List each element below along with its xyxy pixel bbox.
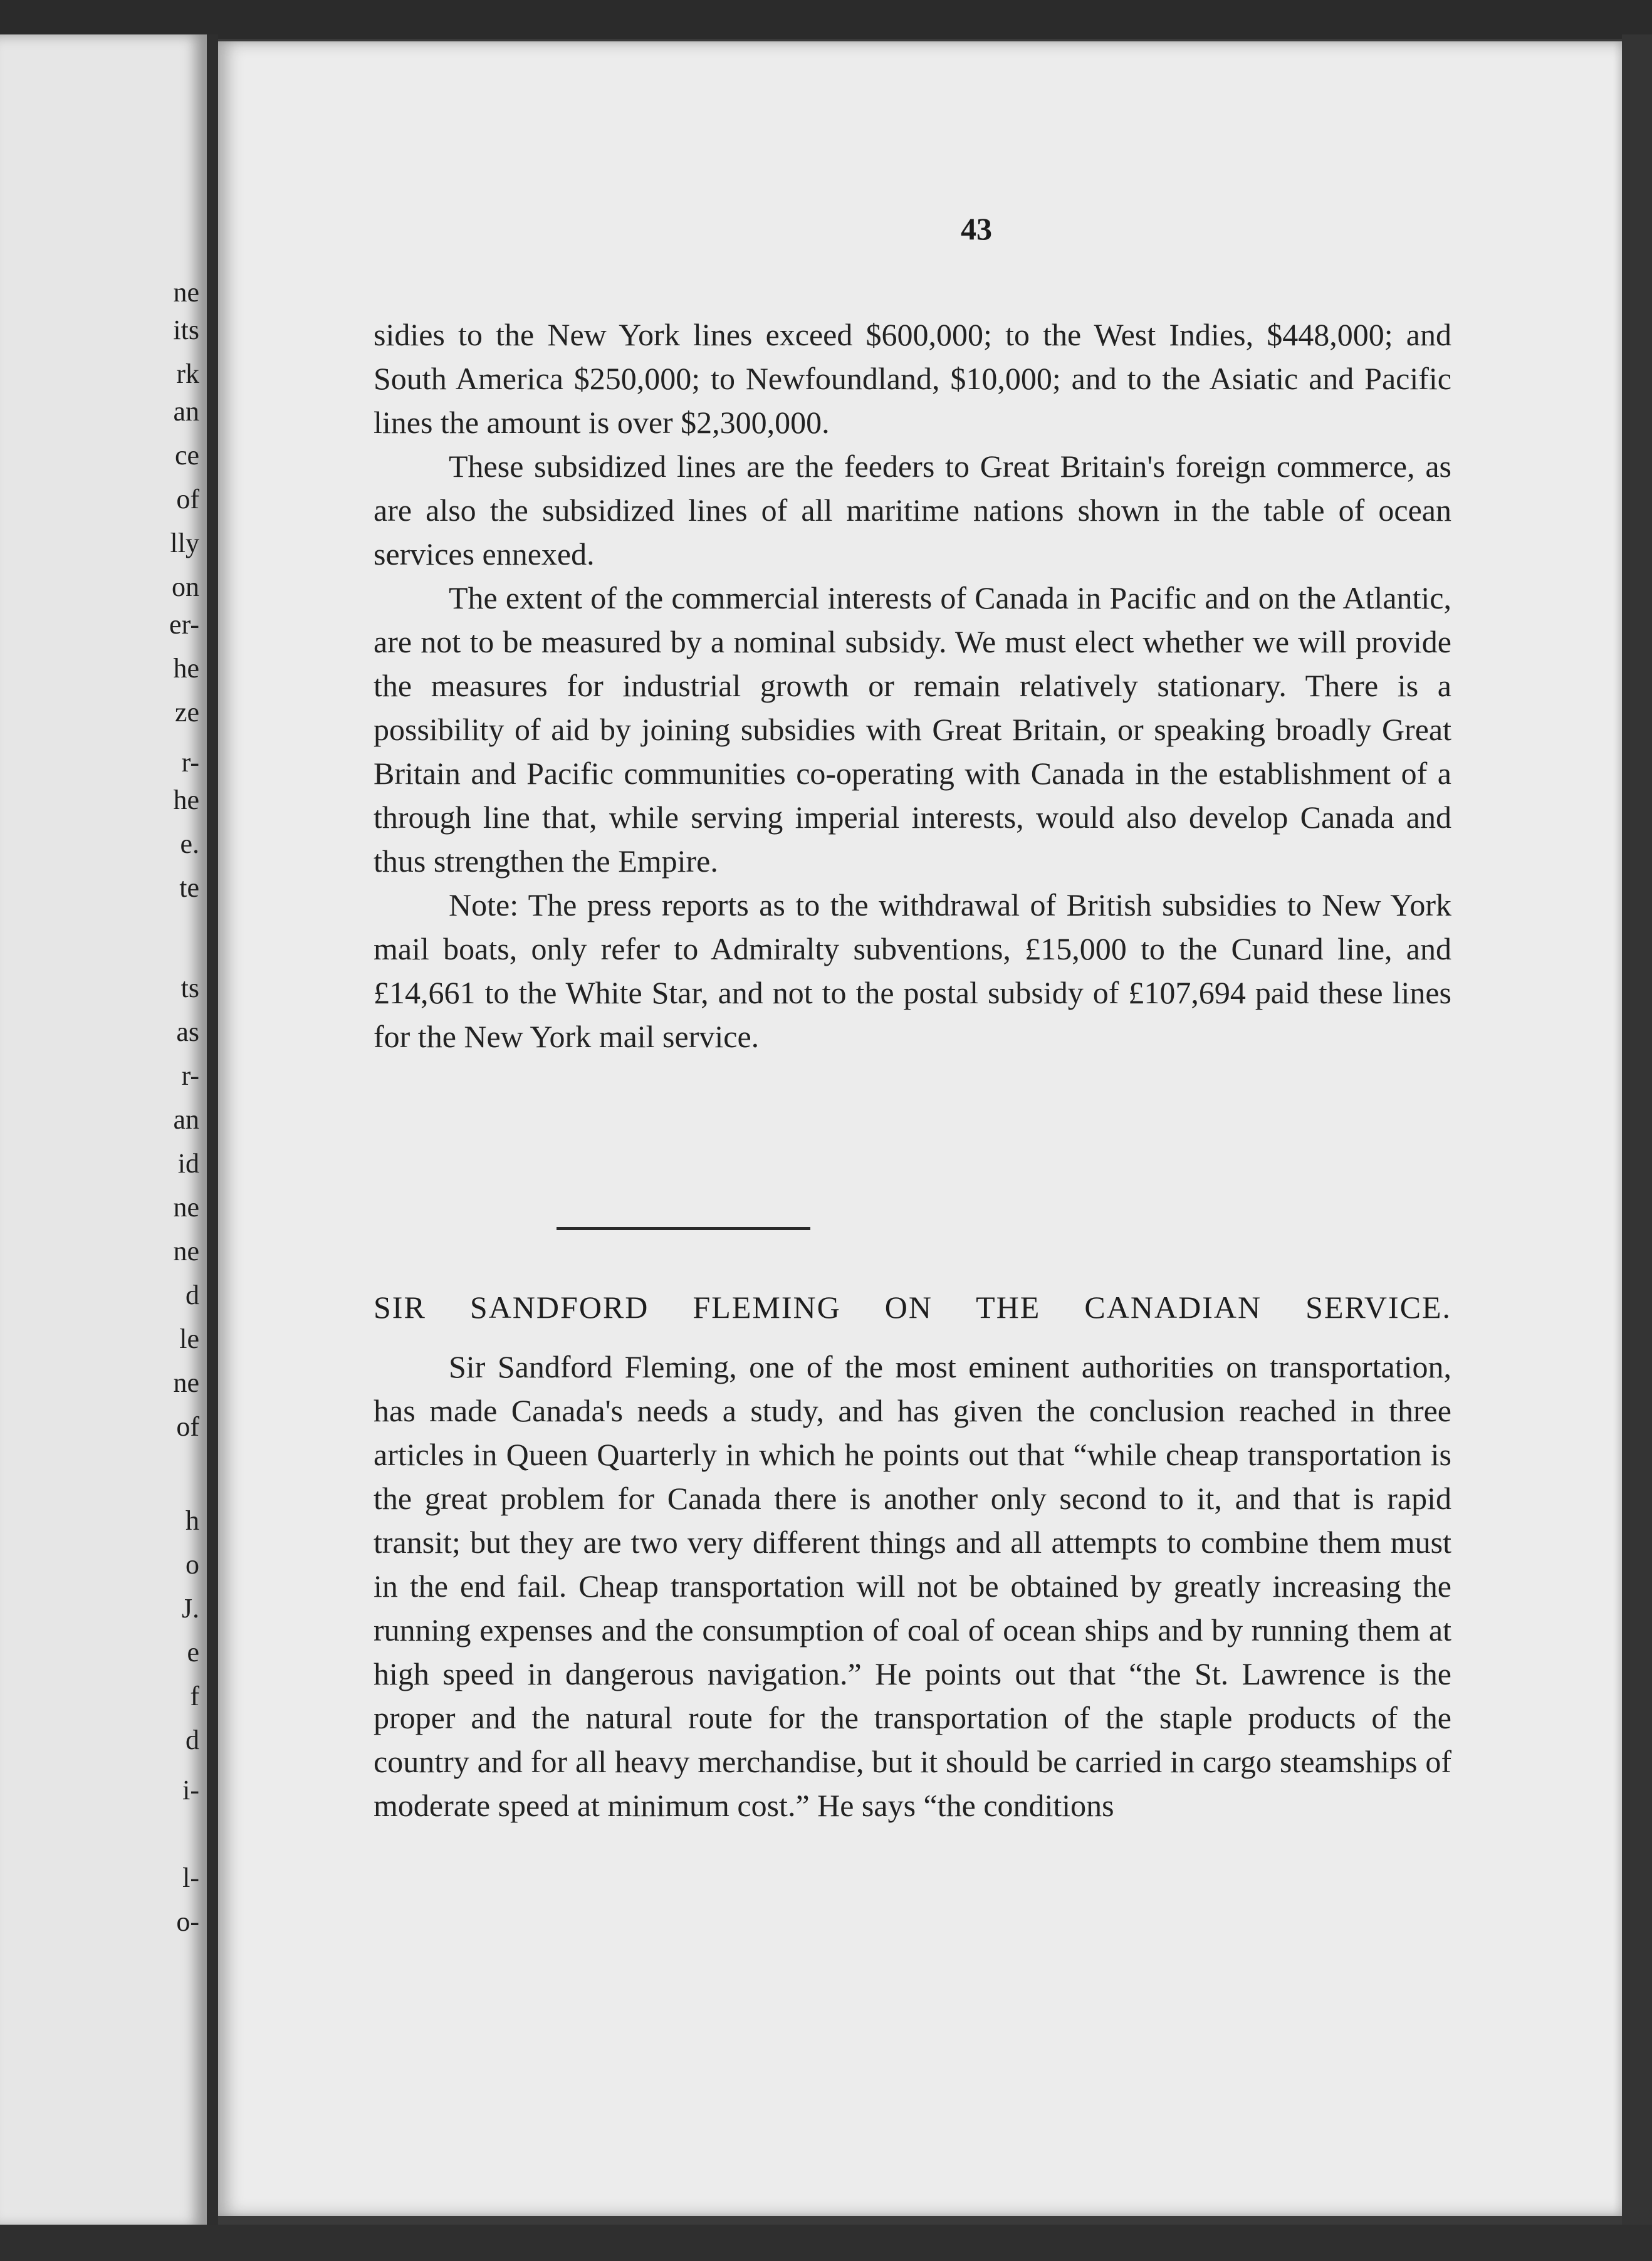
section-heading: SIR SANDFORD FLEMING ON THE CANADIAN SERVICE. <box>374 1290 1451 1325</box>
paragraph-feeders: These subsidized lines are the feeders to Great Britain's foreign commerce, as are also the subsidized lines of all maritime nations shown in the table of ocean services ennexed. <box>374 449 1451 572</box>
previous-page-line-end: ne <box>173 1367 199 1398</box>
scan-bottom-border <box>0 2225 1652 2261</box>
previous-page-line-end: er- <box>169 609 199 640</box>
previous-page-line-end: J. <box>181 1593 199 1624</box>
previous-page-line-end: he <box>173 653 199 684</box>
previous-page-line-end: d <box>186 1725 199 1755</box>
previous-page-line-end: ze <box>174 697 199 728</box>
body-text-top <box>374 313 1451 1058</box>
book-page <box>218 41 1622 2216</box>
previous-page-line-end: its <box>173 315 199 345</box>
previous-page-line-end: e <box>187 1637 199 1668</box>
previous-page-line-end: ne <box>173 1236 199 1266</box>
previous-page-line-end: f <box>190 1681 199 1711</box>
previous-page-line-end: r- <box>181 747 199 778</box>
previous-page-line-end: ne <box>173 277 199 308</box>
previous-page-line-end: lly <box>170 528 199 558</box>
previous-page-line-end: o <box>186 1549 199 1580</box>
previous-page-line-end: l- <box>182 1862 199 1893</box>
previous-page-line-end: id <box>177 1148 199 1179</box>
paragraph-note: Note: The press reports as to the withdrawal of British subsidies to New York mail boats, only refer to Admiralty subventions, £15,000 to the Cunard line, and £14,661 to the White Star, and not to the postal subsidy of £107,694 paid these lines for the New York mail service. <box>374 887 1451 1054</box>
book-gutter <box>207 34 218 2228</box>
previous-page-line-end: le <box>179 1324 199 1354</box>
previous-page-line-end: ts <box>180 973 199 1003</box>
previous-page-line-end: i- <box>182 1775 199 1805</box>
scan-right-border <box>1622 34 1652 2261</box>
previous-page-line-end: r- <box>181 1060 199 1091</box>
previous-page-fragment <box>0 34 207 2228</box>
previous-page-line-end: e. <box>180 828 199 859</box>
previous-page-line-end: as <box>176 1016 199 1047</box>
previous-page-line-end: h <box>186 1505 199 1536</box>
previous-page-line-end: he <box>173 785 199 815</box>
previous-page-line-end: of <box>176 484 199 514</box>
paragraph-fleming: Sir Sandford Fleming, one of the most eminent authorities on transportation, has made Canada's needs a study, and has given the conclusion reached in three articles in Queen Quarterly in which he points out that “while cheap transportation is the great problem for Canada there is another only second to it, and that is rapid transit; but they are two very different things and all attempts to combine them must in the end fail. Cheap transportation will not be obtained by greatly increasing the running expenses and the consumption of coal of ocean ships and by running them at high speed in dangerous navigation.” He points out that “the St. Lawrence is the proper and the natural route for the transportation of the staple products of the country and for all heavy merchandise, but it should be carried in cargo steamships of moderate speed at minimum cost.” He says “the conditions <box>374 1349 1451 1823</box>
section-divider <box>557 1227 810 1230</box>
previous-page-line-end: te <box>179 872 199 903</box>
paragraph-commercial-interests: The extent of the commercial interests of Canada in Pacific and on the Atlantic, are not to be measured by a nominal subsidy. We must elect whether we will provide the measures for industrial growth or remain relatively stationary. There is a possibility of aid by joining subsidies with Great Britain, or speaking broadly Great Britain and Pacific communities co-operating with Canada in the establishment of a through line that, while serving imperial interests, would also develop Canada and thus strengthen the Empire. <box>374 580 1451 879</box>
previous-page-line-end: d <box>186 1280 199 1310</box>
previous-page-line-end: of <box>176 1411 199 1442</box>
previous-page-line-end: ce <box>174 440 199 471</box>
page-number: 43 <box>961 211 992 246</box>
previous-page-line-end: an <box>173 1104 199 1135</box>
scan-top-border <box>0 0 1652 39</box>
previous-page-line-end: an <box>173 396 199 427</box>
previous-page-line-end: ne <box>173 1192 199 1223</box>
previous-page-line-end: o- <box>176 1906 199 1937</box>
previous-page-line-end: on <box>172 572 199 602</box>
previous-page-line-end: rk <box>176 358 199 389</box>
body-text-section <box>374 1345 1451 1827</box>
paragraph-continued: sidies to the New York lines exceed $600,000; to the West Indies, $448,000; and South America $250,000; to Newfoundland, $10,000; and to the Asiatic and Pacific lines the amount is over $2,300,000. <box>374 317 1451 440</box>
